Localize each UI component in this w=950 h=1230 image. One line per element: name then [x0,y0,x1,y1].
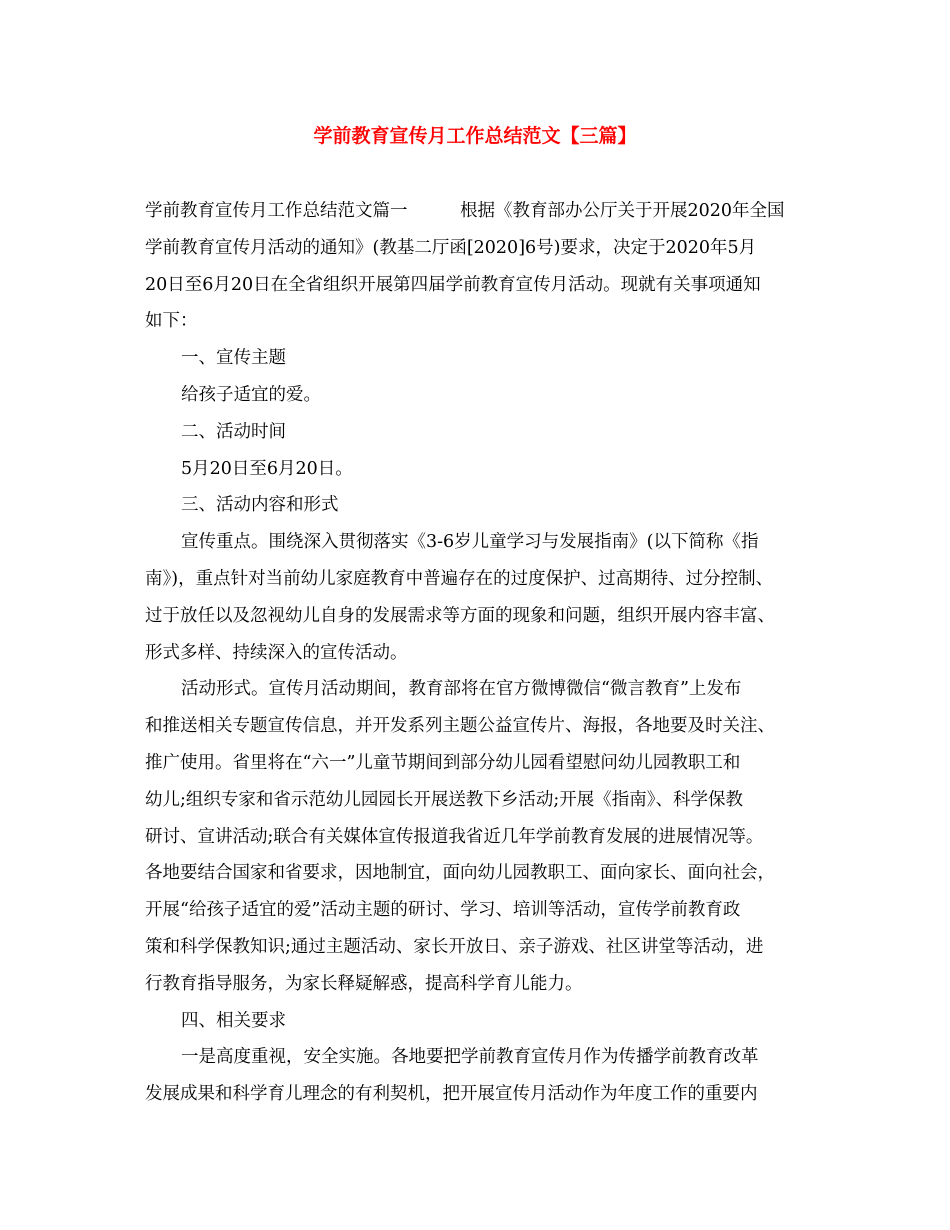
body-line: 幼儿;组织专家和省示范幼儿园园长开展送教下乡活动;开展《指南》、科学保教 [145,789,744,810]
body-line: 各地要结合国家和省要求，因地制宜，面向幼儿园教职工、面向家长、面向社会， [145,863,775,884]
body-line: 开展“给孩子适宜的爱”活动主题的研讨、学习、培训等活动，宣传学前教育政 [145,900,741,921]
body-line: 一、宣传主题 [181,348,286,369]
body-line: 策和科学保教知识;通过主题活动、家长开放日、亲子游戏、社区讲堂等活动，进 [145,936,764,957]
body-line: 一是高度重视，安全实施。各地要把学前教育宣传月作为传播学前教育改革 [181,1047,759,1068]
document-title: 学前教育宣传月工作总结范文【三篇】 [313,125,637,147]
document-body [145,193,820,1113]
body-line: 宣传重点。围绕深入贯彻落实《3-6岁儿童学习与发展指南》(以下简称《指 [181,532,759,553]
body-line: 南》)，重点针对当前幼儿家庭教育中普遍存在的过度保护、过高期待、过分控制、 [145,568,774,589]
body-line: 如下： [145,311,198,332]
body-line: 形式多样、持续深入的宣传活动。 [145,642,408,663]
body-line: 学前教育宣传月工作总结范文篇一 根据《教育部办公厅关于开展2020年全国 [145,201,785,221]
body-line: 推广使用。省里将在“六一”儿童节期间到部分幼儿园看望慰问幼儿园教职工和 [145,752,741,773]
body-line: 20日至6月20日在全省组织开展第四届学前教育宣传月活动。现就有关事项通知 [145,274,761,295]
body-line: 研讨、宣讲活动;联合有关媒体宣传报道我省近几年学前教育发展的进展情况等。 [145,826,764,847]
body-line: 行教育指导服务，为家长释疑解惑，提高科学育儿能力。 [145,973,583,994]
body-line: 和推送相关专题宣传信息，并开发系列主题公益宣传片、海报，各地要及时关注、 [145,716,775,737]
body-line: 三、活动内容和形式 [181,495,339,516]
body-line: 给孩子适宜的爱。 [181,384,321,405]
body-line: 过于放任以及忽视幼儿自身的发展需求等方面的现象和问题，组织开展内容丰富、 [145,605,775,626]
body-line: 二、活动时间 [181,421,286,442]
body-line: 学前教育宣传月活动的通知》(教基二厅函[2020]6号)要求，决定于2020年5月 [145,237,757,258]
body-line: 5月20日至6月20日。 [181,458,353,479]
body-line: 四、相关要求 [181,1010,286,1031]
body-line: 活动形式。宣传月活动期间，教育部将在官方微博微信“微言教育”上发布 [181,679,742,700]
body-line: 发展成果和科学育儿理念的有利契机，把开展宣传月活动作为年度工作的重要内 [145,1084,758,1105]
